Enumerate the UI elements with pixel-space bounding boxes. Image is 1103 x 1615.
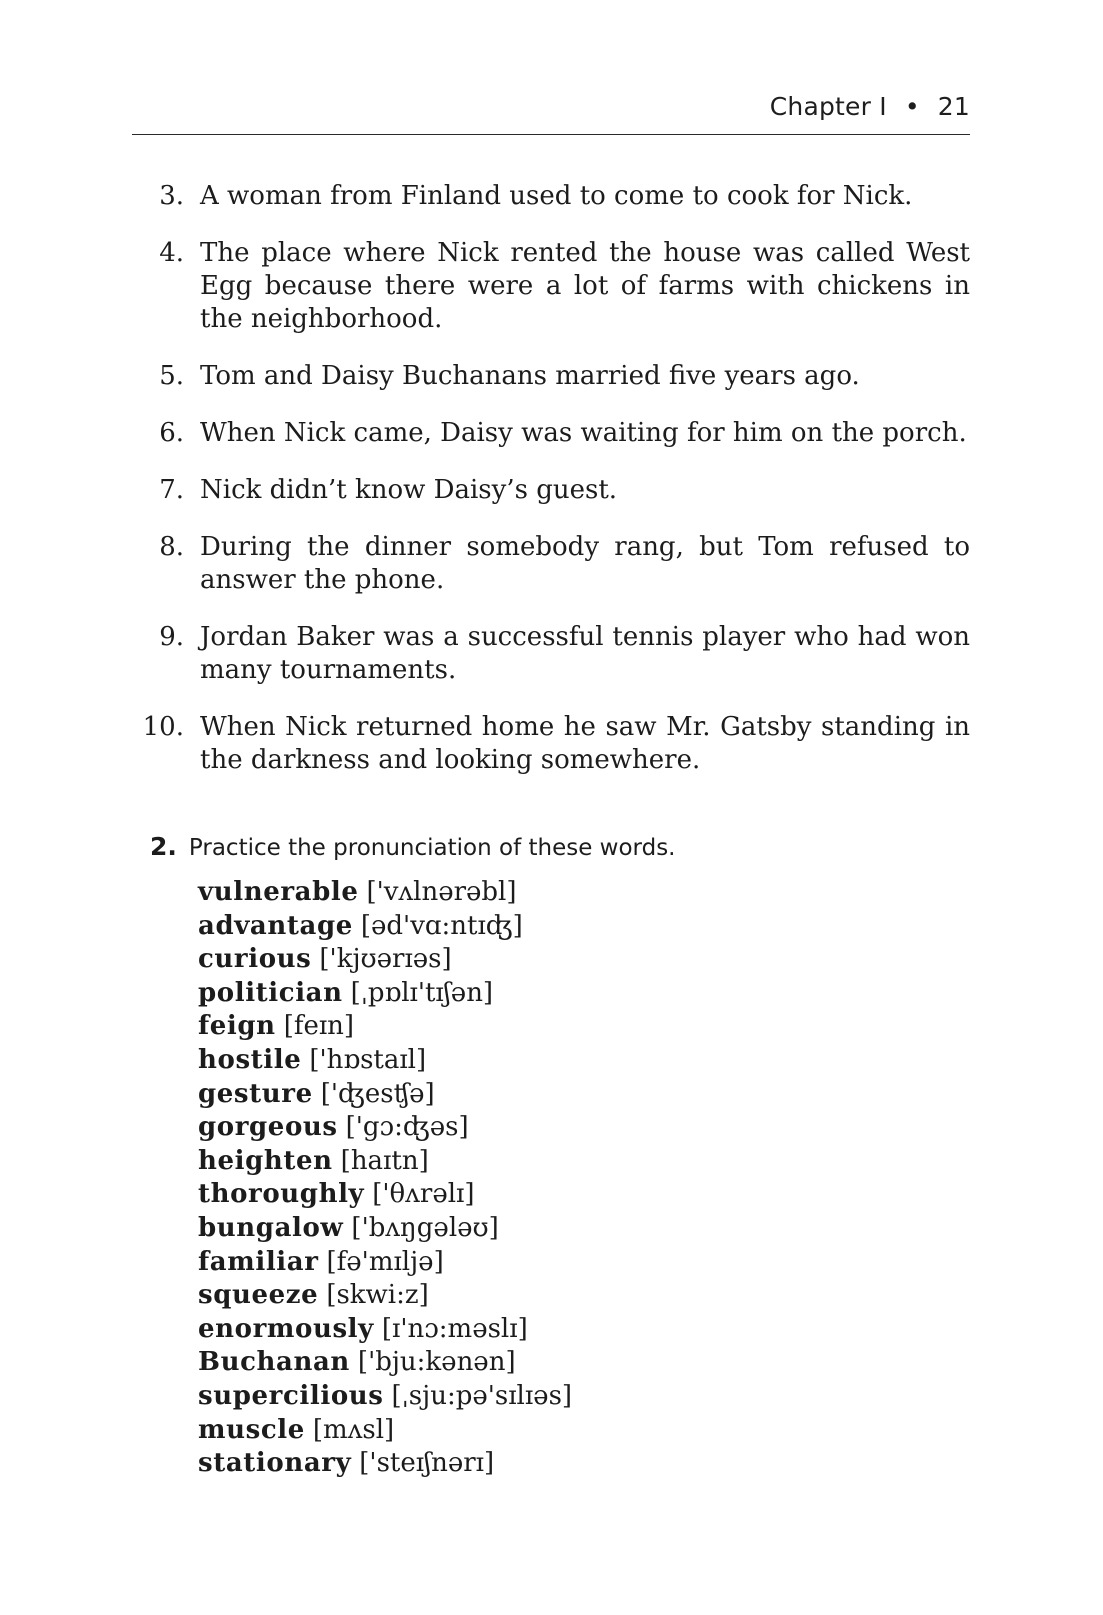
item-text: A woman from Finland used to come to cook for Nick.: [200, 181, 913, 211]
word: hostile: [198, 1044, 302, 1075]
transcription: [fə'mɪljə]: [326, 1246, 444, 1277]
item-text: Tom and Daisy Buchanans married five years ago.: [200, 361, 860, 391]
word: politician: [198, 977, 343, 1008]
word: gorgeous: [198, 1112, 338, 1143]
list-item: [136, 474, 970, 507]
word: familiar: [198, 1246, 319, 1277]
word-entry: [198, 1447, 572, 1481]
word: enormously: [198, 1313, 374, 1344]
transcription: [ˌsju:pə'sɪlɪəs]: [391, 1380, 573, 1411]
transcription: [feɪn]: [283, 1011, 355, 1042]
item-number: 6.: [159, 418, 184, 448]
word: curious: [198, 944, 312, 975]
item-number: 5.: [159, 361, 184, 391]
item-text: When Nick came, Daisy was waiting for him on the porch.: [200, 418, 967, 448]
word-entry: [198, 1178, 572, 1212]
list-item: [136, 237, 970, 336]
list-item: [136, 417, 970, 450]
list-item: [136, 180, 970, 213]
transcription: [mʌsl]: [312, 1414, 395, 1445]
header-separator: •: [904, 92, 920, 121]
word: muscle: [198, 1414, 305, 1445]
word-entry: [198, 1078, 572, 1112]
word: feign: [198, 1011, 276, 1042]
word-entry: [198, 910, 572, 944]
list-item: [136, 621, 970, 687]
header-text: [770, 92, 970, 121]
item-number: 4.: [159, 238, 184, 268]
word: advantage: [198, 910, 353, 941]
page-number: 21: [937, 92, 970, 121]
item-number: 10.: [142, 712, 184, 742]
word-entry: [198, 1313, 572, 1347]
item-number: 9.: [159, 622, 184, 652]
chapter-title: Chapter I: [769, 92, 887, 121]
item-text: When Nick returned home he saw Mr. Gatsby standing in the darkness and looking somewhere.: [200, 712, 970, 775]
word-entry: [198, 1279, 572, 1313]
transcription: ['ʤesʧə]: [320, 1078, 435, 1109]
transcription: ['θʌrəlɪ]: [372, 1179, 475, 1210]
word-entry: [198, 1246, 572, 1280]
word-entry: [198, 1111, 572, 1145]
word: Buchanan: [198, 1347, 350, 1378]
statement-list: [136, 180, 970, 801]
item-number: 8.: [159, 532, 184, 562]
running-header: [132, 86, 970, 135]
transcription: ['vʌlnərəbl]: [366, 877, 517, 907]
transcription: ['kjʊərɪəs]: [319, 944, 452, 975]
transcription: ['steɪʃnərɪ]: [359, 1448, 495, 1479]
word: heighten: [198, 1145, 333, 1176]
exercise-instruction: Practice the pronunciation of these words.: [188, 835, 676, 861]
transcription: [haɪtn]: [340, 1145, 429, 1176]
list-item: [136, 360, 970, 393]
transcription: [əd'vɑ:ntɪʤ]: [360, 910, 523, 941]
word-entry: [198, 876, 572, 910]
item-text: Nick didn’t know Daisy’s guest.: [200, 475, 618, 505]
word-entry: [198, 977, 572, 1011]
transcription: [skwi:z]: [326, 1280, 429, 1311]
item-number: 7.: [159, 475, 184, 505]
word-entry: [198, 1044, 572, 1078]
transcription: [ˌpɒlɪ'tɪʃən]: [350, 977, 494, 1008]
transcription: ['hɒstaɪl]: [309, 1044, 427, 1075]
word: squeeze: [198, 1280, 319, 1311]
word: gesture: [198, 1078, 313, 1109]
transcription: [ɪ'nɔ:məslɪ]: [381, 1313, 528, 1344]
word: thoroughly: [198, 1179, 365, 1210]
item-text: Jordan Baker was a successful tennis player who had won many tournaments.: [200, 622, 970, 685]
transcription: ['bju:kənən]: [357, 1347, 516, 1378]
word-entry: [198, 943, 572, 977]
word-entry: [198, 1145, 572, 1179]
exercise-heading: [150, 832, 676, 861]
item-text: During the dinner somebody rang, but Tom refused to answer the phone.: [200, 532, 970, 595]
item-number: 3.: [159, 181, 184, 211]
word-entry: [198, 1010, 572, 1044]
pronunciation-list: [198, 876, 572, 1481]
word: stationary: [198, 1448, 352, 1479]
word-entry: [198, 1380, 572, 1414]
word: supercilious: [198, 1380, 384, 1411]
transcription: ['bʌŋgələʊ]: [351, 1212, 499, 1243]
word: bungalow: [198, 1212, 344, 1243]
word: vulnerable: [198, 877, 359, 907]
exercise-number: 2.: [150, 832, 177, 861]
word-entry: [198, 1346, 572, 1380]
list-item: [136, 711, 970, 777]
list-item: [136, 531, 970, 597]
word-entry: [198, 1212, 572, 1246]
item-text: The place where Nick rented the house was called West Egg because there were a lot of farms with chickens in the neighborhood.: [200, 238, 970, 334]
word-entry: [198, 1414, 572, 1448]
transcription: ['gɔ:ʤəs]: [345, 1112, 469, 1143]
